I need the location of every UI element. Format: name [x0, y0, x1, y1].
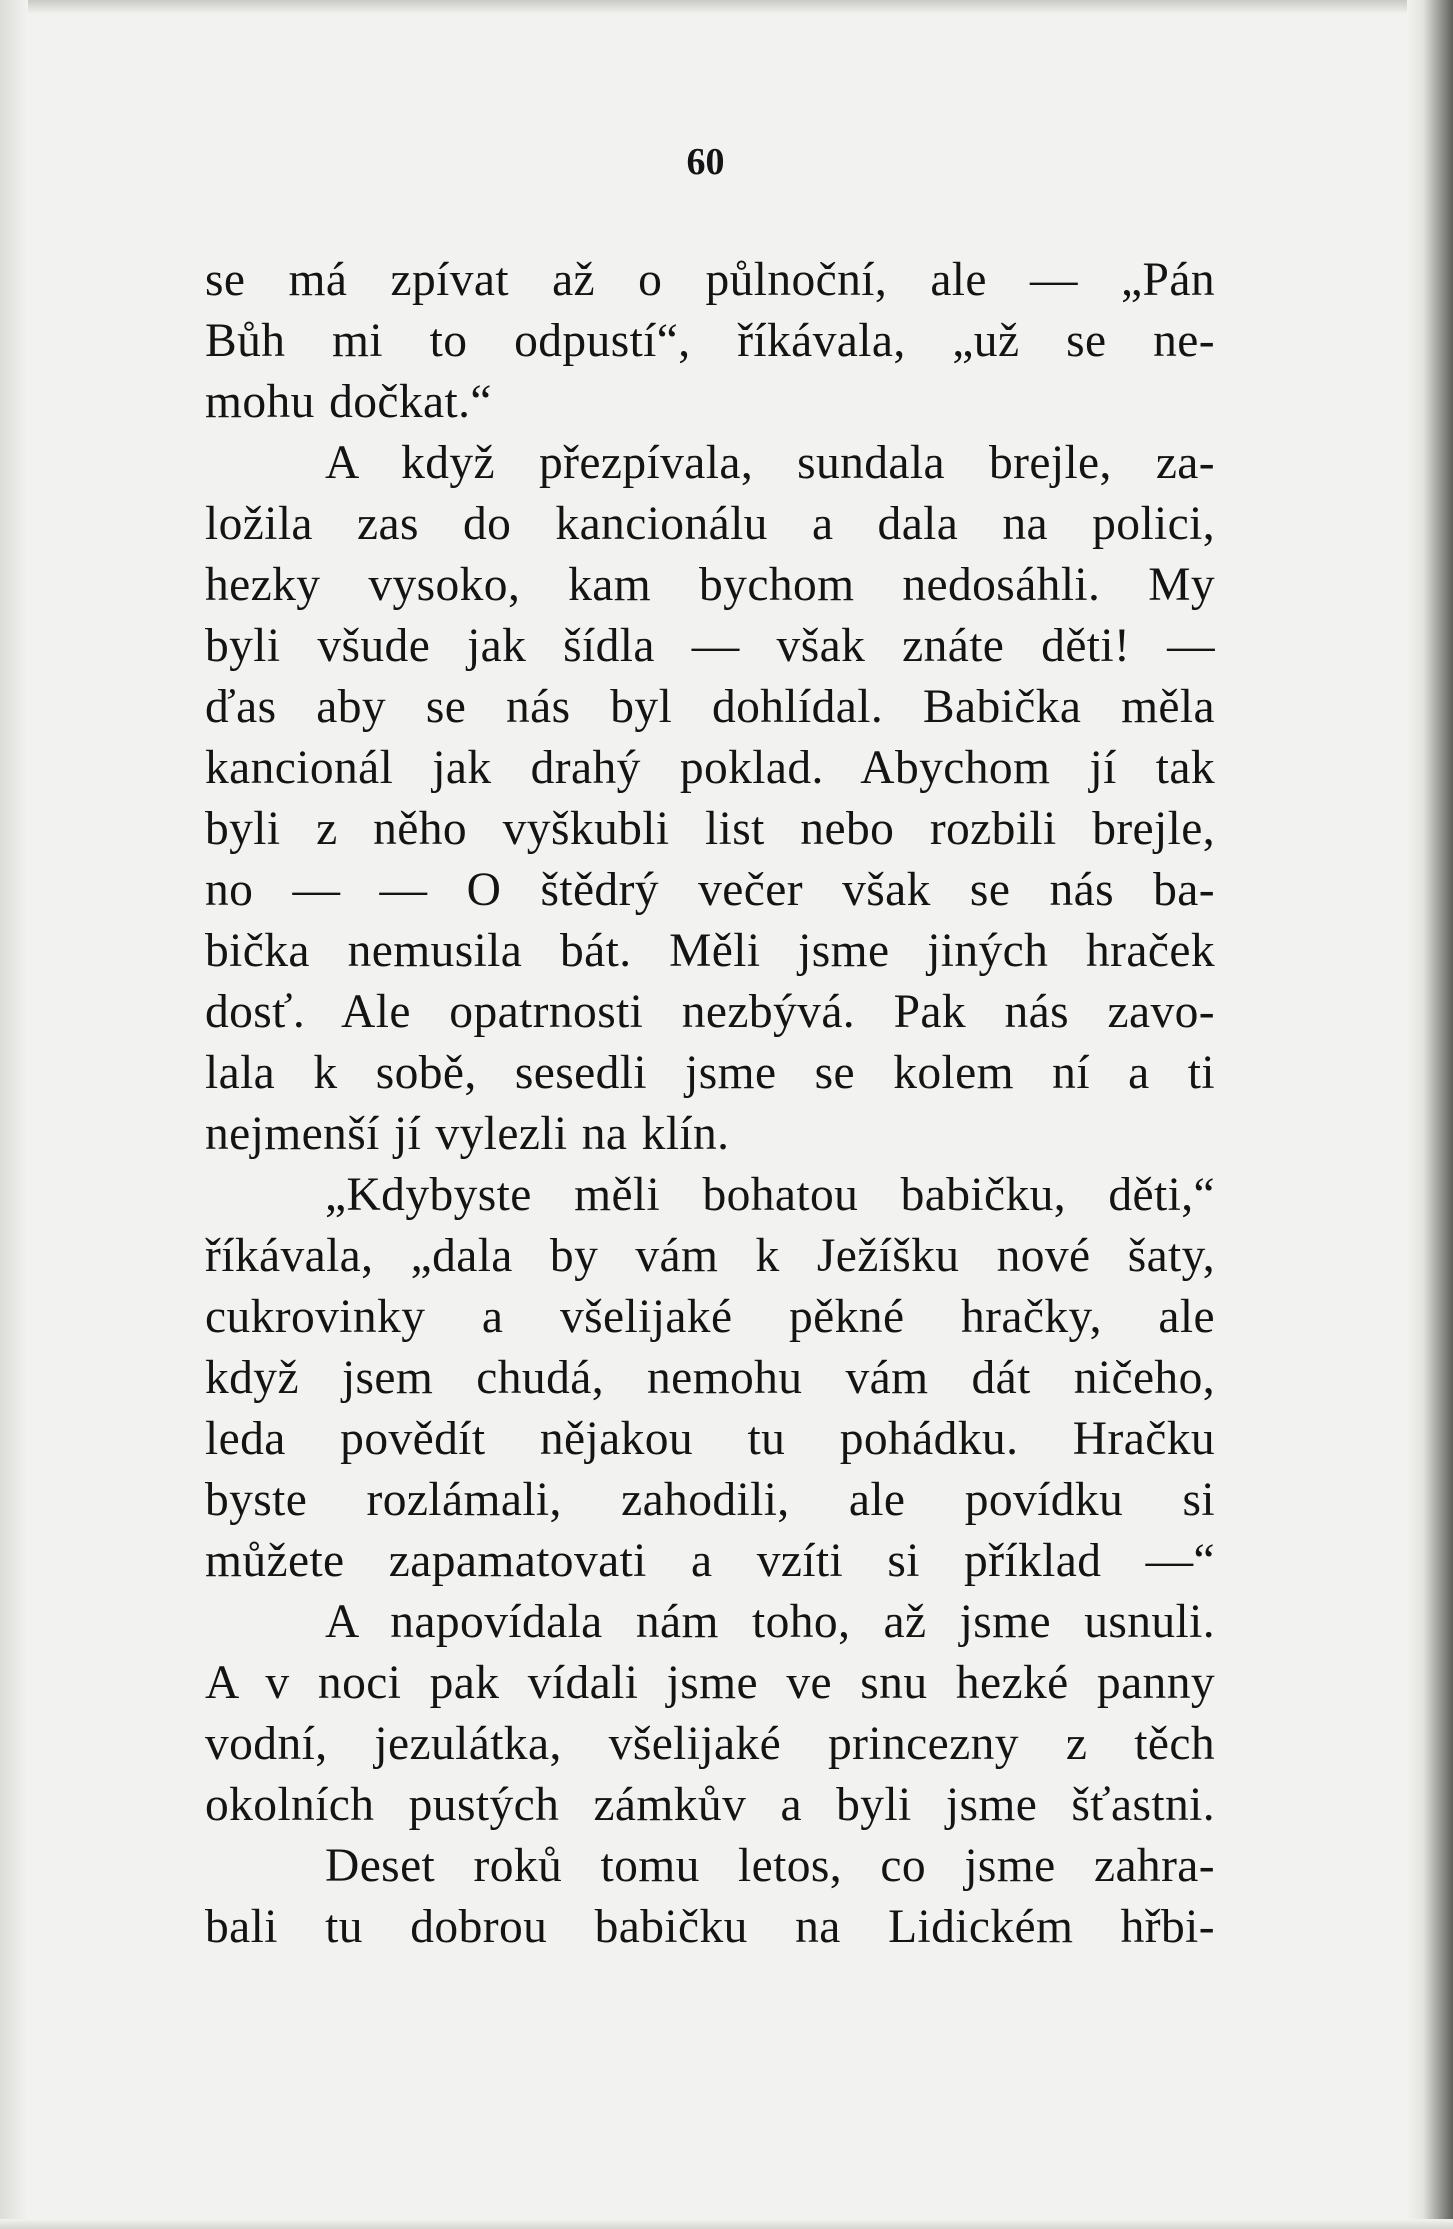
text-line: no — — O štědrý večer však se nás ba-	[205, 864, 1215, 916]
text-line: nejmenší jí vylezli na klín.	[205, 1108, 730, 1160]
text-line: vodní, jezulátka, všelijaké princezny z těch	[205, 1718, 1215, 1770]
text-line: Deset roků tomu letos, co jsme zahra-	[325, 1840, 1215, 1892]
text-line: bali tu dobrou babičku na Lidickém hřbi-	[205, 1901, 1215, 1953]
text-line: když jsem chudá, nemohu vám dát ničeho,	[205, 1352, 1215, 1404]
text-line: Bůh mi to odpustí“, říkávala, „už se ne-	[205, 315, 1215, 367]
text-line: se má zpívat až o půlnoční, ale — „Pán	[205, 254, 1215, 306]
text-line: byli z něho vyškubli list nebo rozbili brejle,	[205, 803, 1215, 855]
text-line: bička nemusila bát. Měli jsme jiných hraček	[205, 925, 1215, 977]
text-line: A napovídala nám toho, až jsme usnuli.	[325, 1596, 1215, 1648]
body-text	[205, 250, 1215, 1958]
text-line: byli všude jak šídla — však znáte děti! —	[205, 620, 1215, 672]
text-line: leda povědít nějakou tu pohádku. Hračku	[205, 1413, 1215, 1465]
text-line: ďas aby se nás byl dohlídal. Babička měla	[205, 681, 1215, 733]
text-line: kancionál jak drahý poklad. Abychom jí tak	[205, 742, 1215, 794]
page-left-edge	[0, 0, 28, 2229]
text-line: A když přezpívala, sundala brejle, za-	[325, 437, 1215, 489]
text-line: okolních pustých zámkův a byli jsme šťastni.	[205, 1779, 1215, 1831]
text-line: můžete zapamatovati a vzíti si příklad —“	[205, 1535, 1215, 1587]
text-line: hezky vysoko, kam bychom nedosáhli. My	[205, 559, 1215, 611]
text-line: dosť. Ale opatrnosti nezbývá. Pak nás zavo-	[205, 986, 1215, 1038]
book-spine-shadow	[1407, 0, 1453, 2229]
text-line: říkávala, „dala by vám k Ježíšku nové šaty,	[205, 1230, 1215, 1282]
text-line: ložila zas do kancionálu a dala na polici,	[205, 498, 1215, 550]
text-line: cukrovinky a všelijaké pěkné hračky, ale	[205, 1291, 1215, 1343]
text-line: mohu dočkat.“	[205, 376, 492, 428]
page-bottom-edge	[0, 2219, 1453, 2229]
page-number: 60	[686, 141, 725, 183]
text-line: byste rozlámali, zahodili, ale povídku si	[205, 1474, 1215, 1526]
page-top-edge	[0, 0, 1453, 14]
text-line: lala k sobě, sesedli jsme se kolem ní a ti	[205, 1047, 1215, 1099]
text-line: A v noci pak vídali jsme ve snu hezké panny	[205, 1657, 1215, 1709]
text-line: „Kdybyste měli bohatou babičku, děti,“	[325, 1169, 1215, 1221]
